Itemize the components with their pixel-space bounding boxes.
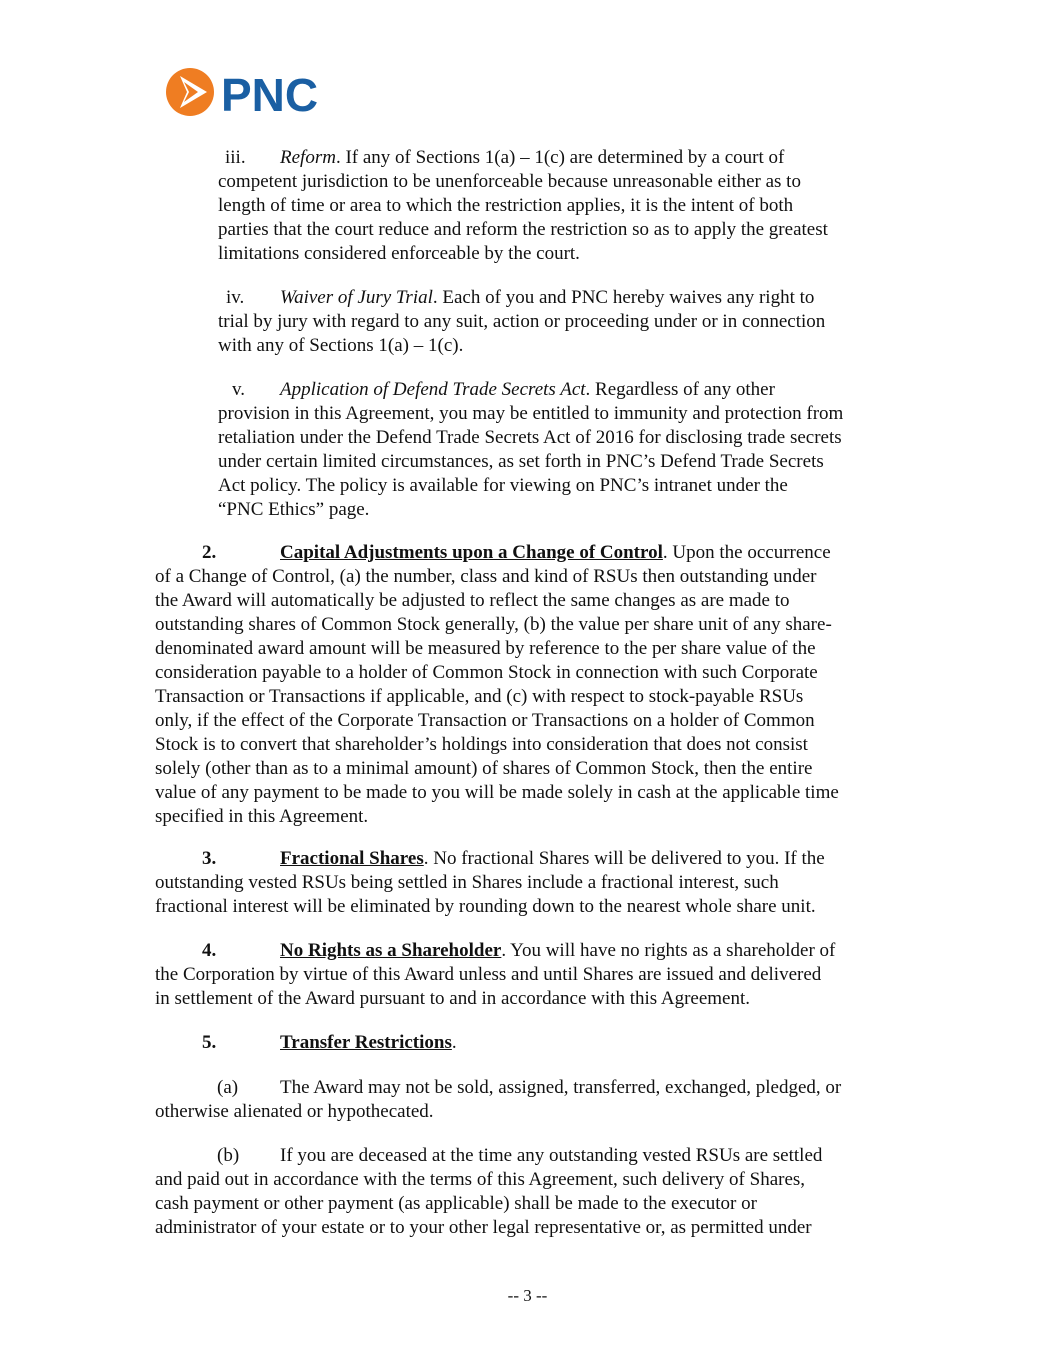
section-number: 3.	[202, 848, 217, 869]
section-5: 5. Transfer Restrictions.	[155, 1031, 910, 1055]
section-number: 5.	[202, 1032, 217, 1053]
section-2: 2. Capital Adjustments upon a Change of Control. Upon the occurrence of a Change of Control, (a) the number, class and kind of RSUs then outstanding under the Award will automatically be adjusted to reflect the same changes as are made to outstanding shares of Common Stock generally, (b) the value per share unit of any share- denominated award amount will be measured by reference to the per share value of the consideration payable to a holder of Common Stock in connection with such Corporate Transaction or Transactions if applicable, and (c) with respect to stock-payable RSUs only, if the effect of the Corporate Transaction or Transactions on a holder of Common Stock is to convert that shareholder’s holdings into consideration that does not consist solely (other than as to a minimal amount) of shares of Common Stock, then the entire value of any payment to be made to you will be made solely in cash at the applicable time specified in this Agreement.	[155, 542, 839, 827]
subsection-marker: v.	[232, 379, 246, 400]
pnc-logo-icon	[165, 67, 340, 119]
pnc-logo	[165, 67, 340, 119]
section-number: 4.	[202, 940, 217, 961]
section-heading: Transfer Restrictions	[280, 1032, 452, 1053]
paragraph-b: (b) If you are deceased at the time any outstanding vested RSUs are settled and paid out in accordance with the terms of this Agreement, such delivery of Shares, cash payment or other payment (as applicable) shall be made to the executor or administrator of your estate or to your other legal representative or, as permitted under	[155, 1145, 823, 1238]
paragraph-marker: (a)	[217, 1077, 239, 1098]
subsection-marker: iii.	[225, 147, 246, 168]
subsection-iii: iii. Reform. If any of Sections 1(a) – 1(c) are determined by a court of competent jurisdiction to be unenforceable because unreasonable either as to length of time or area to which the restriction applies, it is the intent of both parties that the court reduce and reform the restriction so as to apply the greatest limitations considered enforceable by the court.	[218, 147, 828, 264]
subsection-iv: iv. Waiver of Jury Trial. Each of you and PNC hereby waives any right to trial by jury with regard to any suit, action or proceeding under or in connection with any of Sections 1(a) – 1(c).	[218, 287, 826, 356]
section-heading: Fractional Shares	[280, 848, 424, 869]
section-4: 4. No Rights as a Shareholder. You will have no rights as a shareholder of the Corporation by virtue of this Award unless and until Shares are issued and delivered in settlement of the Award pursuant to and in accordance with this Agreement.	[155, 940, 836, 1009]
subsection-title: Application of Defend Trade Secrets Act	[280, 379, 586, 400]
subsection-title: Reform	[280, 147, 336, 168]
paragraph-marker: (b)	[217, 1145, 240, 1166]
section-heading: No Rights as a Shareholder	[280, 940, 502, 961]
page-number: -- 3 --	[507, 1286, 548, 1305]
subsection-v: v. Application of Defend Trade Secrets Act. Regardless of any other provision in this Agreement, you may be entitled to immunity and protection from retaliation under the Defend Trade Secrets Act of 2016 for disclosing trade secrets under certain limited circumstances, as set forth in PNC’s Defend Trade Secrets Act policy. The policy is available for viewing on PNC’s intranet under the “PNC Ethics” page.	[218, 379, 844, 520]
logo-text: PNC	[221, 69, 319, 119]
section-number: 2.	[202, 542, 217, 563]
subsection-marker: iv.	[226, 287, 245, 308]
section-heading: Capital Adjustments upon a Change of Control	[280, 542, 663, 563]
subsection-title: Waiver of Jury Trial	[280, 287, 433, 308]
paragraph-a: (a) The Award may not be sold, assigned, transferred, exchanged, pledged, or otherwise alienated or hypothecated.	[155, 1077, 842, 1122]
section-3: 3. Fractional Shares. No fractional Shares will be delivered to you. If the outstanding vested RSUs being settled in Shares include a fractional interest, such fractional interest will be eliminated by rounding down to the nearest whole share unit.	[155, 848, 825, 917]
